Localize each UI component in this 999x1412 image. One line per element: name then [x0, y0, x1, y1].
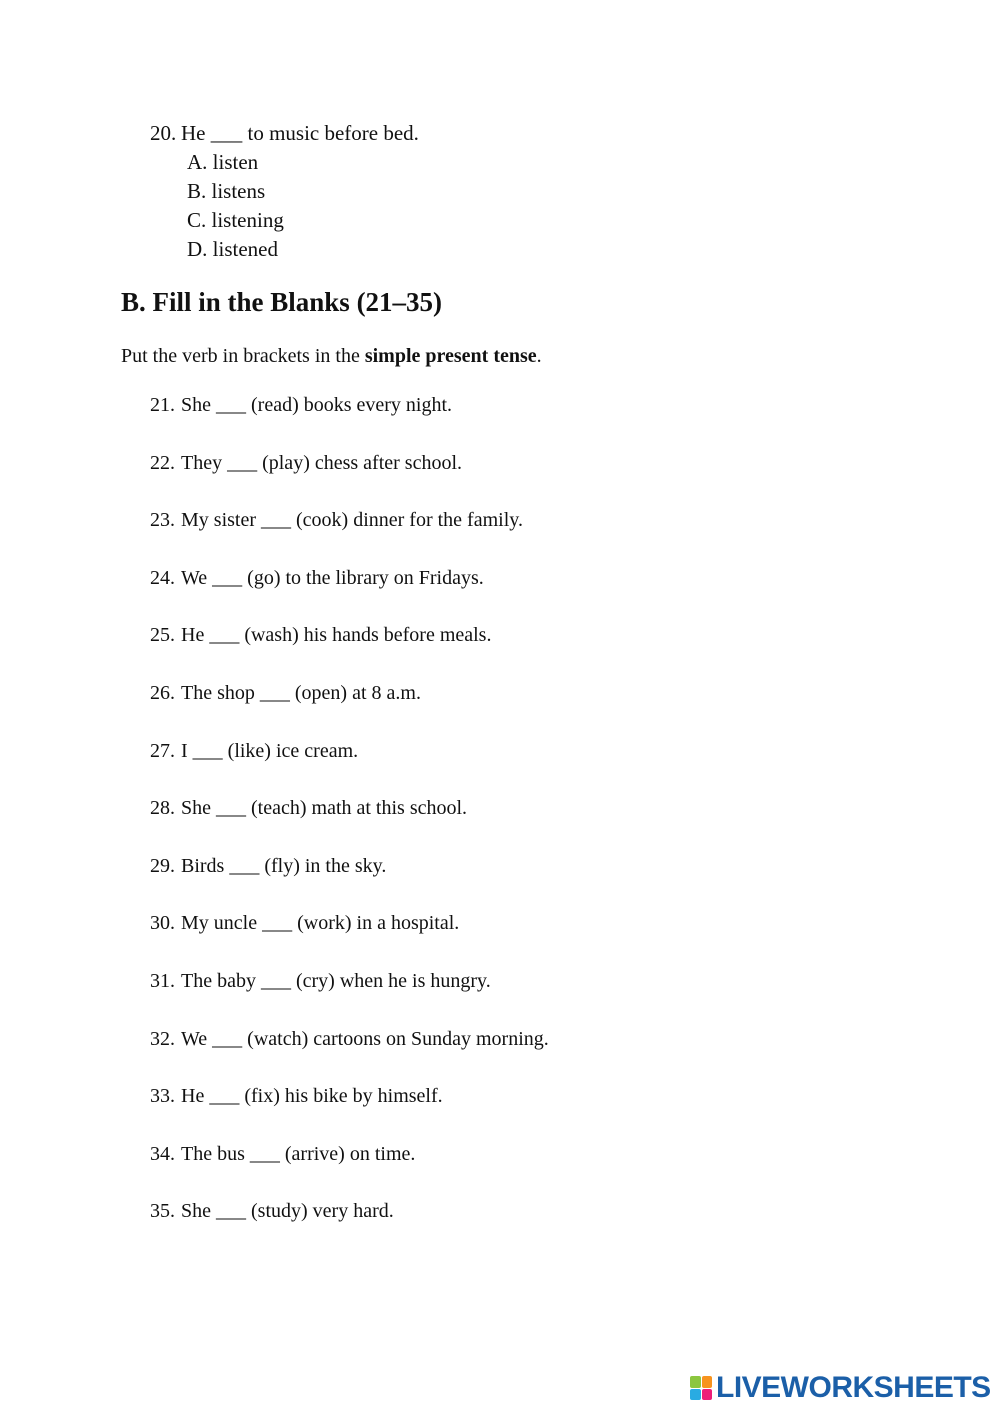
item-text: They ___ (play) chess after school.: [181, 451, 463, 474]
list-item: [150, 1025, 549, 1083]
item-text: He ___ (fix) his bike by himself.: [181, 1085, 443, 1108]
logo-mark-square: [690, 1389, 701, 1401]
item-number: 21.: [150, 394, 175, 416]
item-text: She ___ (study) very hard.: [181, 1200, 394, 1223]
list-item: [150, 621, 549, 679]
option-d: D. listened: [187, 237, 278, 261]
item-number: 23.: [150, 509, 175, 532]
option-b: B. listens: [187, 179, 266, 203]
section-instruction: [121, 342, 542, 370]
logo-text: LIVEWORKSHEETS: [716, 1371, 991, 1404]
item-number: 30.: [150, 912, 175, 935]
item-text: My uncle ___ (work) in a hospital.: [181, 912, 460, 935]
fill-in-list: [150, 391, 549, 1255]
list-item: [150, 909, 549, 967]
list-item: [150, 852, 549, 910]
list-item: [150, 449, 549, 507]
item-number: 34.: [150, 1142, 175, 1165]
logo-mark-icon: [690, 1376, 712, 1400]
list-item: [150, 737, 549, 795]
list-item: [150, 679, 549, 737]
item-text: We ___ (watch) cartoons on Sunday morning.: [181, 1027, 549, 1050]
section-title: B. Fill in the Blanks (21–35): [121, 287, 443, 317]
item-number: 31.: [150, 969, 175, 992]
item-number: 29.: [150, 854, 175, 877]
question-text: He ___ to music before bed.: [181, 121, 419, 145]
list-item: [150, 794, 549, 852]
list-item: [150, 1082, 549, 1140]
item-number: 27.: [150, 739, 175, 762]
option-a: A. listen: [187, 150, 259, 174]
item-text: I ___ (like) ice cream.: [181, 739, 359, 762]
list-item: [150, 1140, 549, 1198]
item-text: Birds ___ (fly) in the sky.: [181, 854, 387, 877]
item-text: She ___ (teach) math at this school.: [181, 797, 468, 820]
list-item: [150, 564, 549, 622]
list-item: [150, 506, 549, 564]
logo-mark-square: [702, 1376, 713, 1388]
item-text: We ___ (go) to the library on Fridays.: [181, 566, 484, 589]
item-number: 28.: [150, 797, 175, 820]
item-text: The baby ___ (cry) when he is hungry.: [181, 969, 491, 992]
item-text: The bus ___ (arrive) on time.: [181, 1142, 416, 1165]
item-text: The shop ___ (open) at 8 a.m.: [181, 681, 421, 704]
list-item: [150, 967, 549, 1025]
question-number: 20.: [150, 121, 177, 145]
item-text: He ___ (wash) his hands before meals.: [181, 624, 492, 647]
item-number: 32.: [150, 1027, 175, 1050]
option-c: C. listening: [187, 208, 284, 232]
instruction-prefix: Put the verb in brackets in the: [121, 345, 365, 367]
item-number: 26.: [150, 681, 175, 704]
list-item: [150, 1197, 549, 1255]
item-number: 35.: [150, 1200, 175, 1223]
logo-mark-square: [690, 1376, 701, 1388]
instruction-bold: simple present tense: [364, 345, 537, 367]
question-20-stem: [150, 119, 419, 148]
item-text: She ___ (read) books every night.: [181, 394, 453, 416]
item-number: 33.: [150, 1085, 175, 1108]
item-text: My sister ___ (cook) dinner for the family.: [181, 509, 523, 532]
liveworksheets-logo[interactable]: [690, 1371, 991, 1405]
item-number: 22.: [150, 451, 175, 474]
list-item: [150, 391, 549, 449]
instruction-suffix: .: [536, 345, 542, 367]
logo-mark-square: [702, 1389, 713, 1401]
item-number: 25.: [150, 624, 175, 647]
question-20: [150, 119, 419, 264]
item-number: 24.: [150, 566, 175, 589]
